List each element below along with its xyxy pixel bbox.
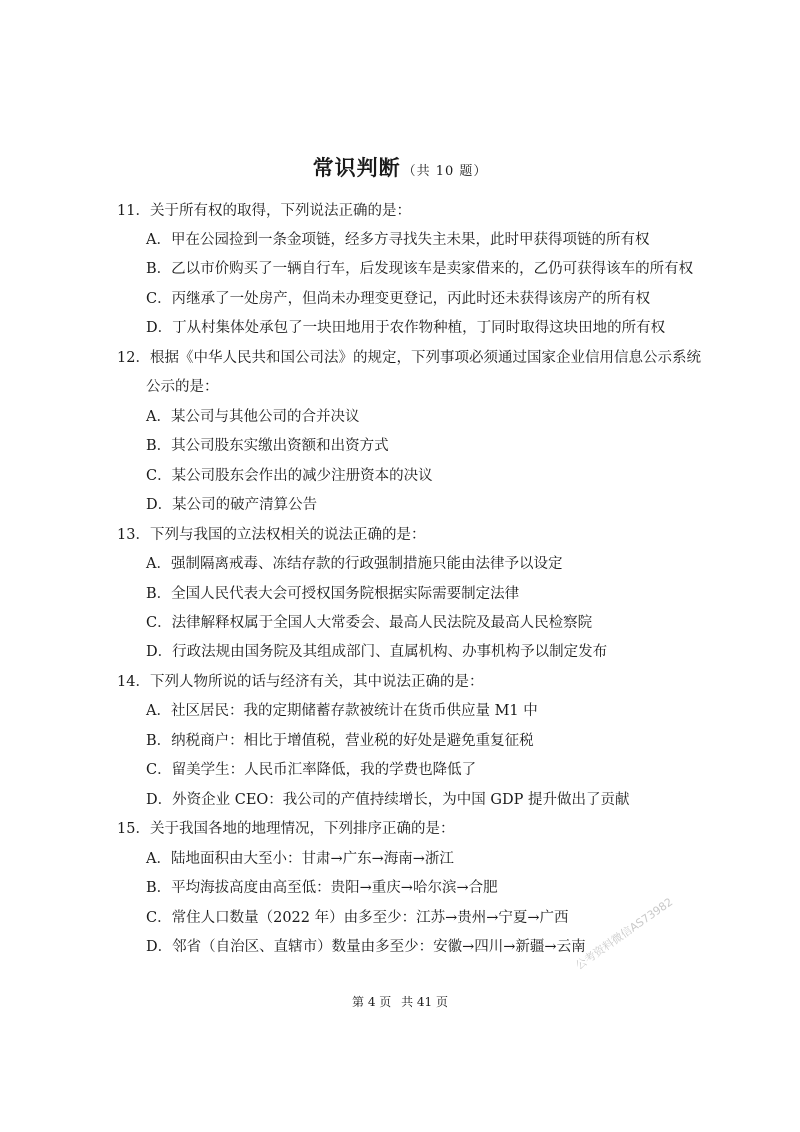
- question-stem: 14．下列人物所说的话与经济有关，其中说法正确的是：: [117, 674, 484, 690]
- question-stem-continued: 公示的是：: [146, 379, 219, 395]
- question-option: C．法律解释权属于全国人大常委会、最高人民法院及最高人民检察院: [146, 615, 593, 631]
- page-total: 共 41 页: [401, 995, 448, 1009]
- question-option: C．常住人口数量（2022 年）由多至少：江苏→贵州→宁夏→广西: [146, 910, 569, 926]
- question-option: D．外资企业 CEO：我公司的产值持续增长，为中国 GDP 提升做出了贡献: [146, 792, 630, 808]
- question-option: D．行政法规由国务院及其组成部门、直属机构、办事机构予以制定发布: [146, 644, 608, 660]
- question-option: C．某公司股东会作出的减少注册资本的决议: [146, 468, 433, 484]
- question-option: B．其公司股东实缴出资额和出资方式: [146, 438, 389, 454]
- question-option: B．全国人民代表大会可授权国务院根据实际需要制定法律: [146, 586, 520, 602]
- question-option: A．陆地面积由大至小：甘肃→广东→海南→浙江: [146, 851, 454, 867]
- page-footer: [0, 993, 800, 1010]
- question-stem: 12．根据《中华人民共和国公司法》的规定，下列事项必须通过国家企业信用信息公示系统: [117, 350, 701, 366]
- question-option: B．平均海拔高度由高至低：贵阳→重庆→哈尔滨→合肥: [146, 880, 498, 896]
- watermark: 公考资料微信AS73982: [573, 895, 676, 973]
- question-option: C．留美学生：人民币汇率降低，我的学费也降低了: [146, 762, 477, 778]
- question-option: D．邻省（自治区、直辖市）数量由多至少：安徽→四川→新疆→云南: [146, 939, 586, 955]
- section-title-main: 常识判断: [312, 156, 401, 180]
- section-title: [0, 152, 800, 182]
- question-option: B．乙以市价购买了一辆自行车，后发现该车是卖家借来的，乙仍可获得该车的所有权: [146, 261, 694, 277]
- question-option: A．社区居民：我的定期储蓄存款被统计在货币供应量 M1 中: [146, 703, 538, 719]
- section-title-count: （共 10 题）: [402, 164, 488, 179]
- question-stem: 15．关于我国各地的地理情况，下列排序正确的是：: [117, 821, 455, 837]
- question-option: D．丁从村集体处承包了一块田地用于农作物种植，丁同时取得这块田地的所有权: [146, 320, 666, 336]
- question-option: A．某公司与其他公司的合并决议: [146, 409, 360, 425]
- question-option: D．某公司的破产清算公告: [146, 497, 318, 513]
- question-option: A．甲在公园捡到一条金项链，经多方寻找失主未果，此时甲获得项链的所有权: [146, 232, 650, 248]
- question-stem: 13．下列与我国的立法权相关的说法正确的是：: [117, 527, 426, 543]
- question-option: B．纳税商户：相比于增值税，营业税的好处是避免重复征税: [146, 733, 534, 749]
- question-stem: 11．关于所有权的取得，下列说法正确的是：: [117, 203, 411, 219]
- question-option: C．丙继承了一处房产，但尚未办理变更登记，丙此时还未获得该房产的所有权: [146, 291, 651, 307]
- question-option: A．强制隔离戒毒、冻结存款的行政强制措施只能由法律予以设定: [146, 556, 563, 572]
- page-number: 第 4 页: [352, 995, 392, 1009]
